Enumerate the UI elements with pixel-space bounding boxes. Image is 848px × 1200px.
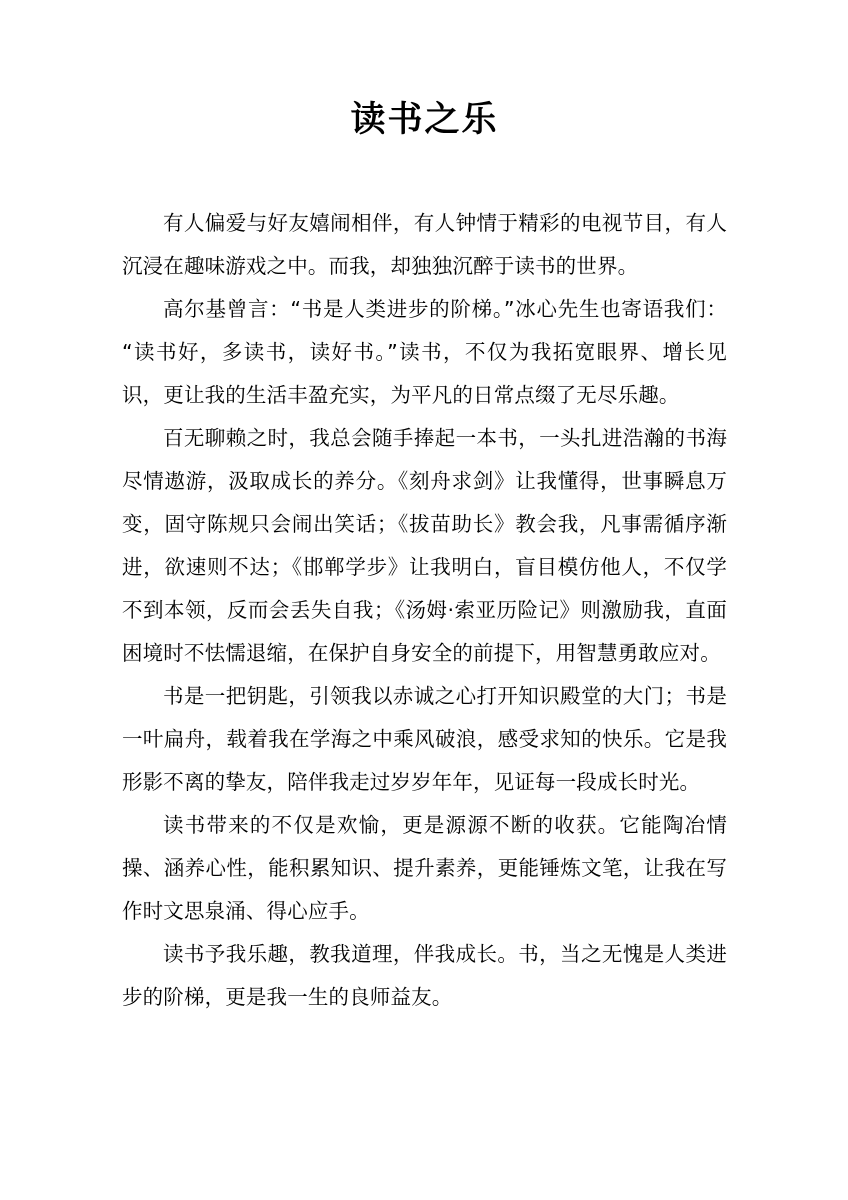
body-paragraph: 百无聊赖之时，我总会随手捧起一本书，一头扎进浩瀚的书海尽情遨游，汲取成长的养分。《刻舟求剑》让我懂得，世事瞬息万变，固守陈规只会闹出笑话；《拔苗助长》教会我，凡事需循序渐进，欲速则不达；《邯郸学步》让我明白，盲目模仿他人，不仅学不到本领，反而会丢失自我；《汤姆·索亚历险记》则激励我，直面困境时不怯懦退缩，在保护自身安全的前提下，用智慧勇敢应对。 — [122, 426, 727, 665]
body-paragraph: 书是一把钥匙，引领我以赤诚之心打开知识殿堂的大门；书是一叶扁舟，载着我在学海之中乘风破浪，感受求知的快乐。它是我形影不离的挚友，陪伴我走过岁岁年年，见证每一段成长时光。 — [122, 684, 727, 794]
body-paragraph: 读书予我乐趣，教我道理，伴我成长。书，当之无愧是人类进步的阶梯，更是我一生的良师益友。 — [122, 942, 727, 1009]
paragraph-list — [122, 202, 727, 1019]
body-paragraph: 有人偏爱与好友嬉闹相伴，有人钟情于精彩的电视节目，有人沉浸在趣味游戏之中。而我，却独独沉醉于读书的世界。 — [122, 211, 727, 278]
document-body — [122, 96, 727, 1019]
body-paragraph: 读书带来的不仅是欢愉，更是源源不断的收获。它能陶冶情操、涵养心性，能积累知识、提升素养，更能锤炼文笔，让我在写作时文思泉涌、得心应手。 — [122, 813, 727, 923]
page-title: 读书之乐 — [350, 100, 499, 140]
body-paragraph: 高尔基曾言：“书是人类进步的阶梯。”冰心先生也寄语我们：“读书好，多读书，读好书。”读书，不仅为我拓宽眼界、增长见识，更让我的生活丰盈充实，为平凡的日常点缀了无尽乐趣。 — [122, 297, 727, 407]
